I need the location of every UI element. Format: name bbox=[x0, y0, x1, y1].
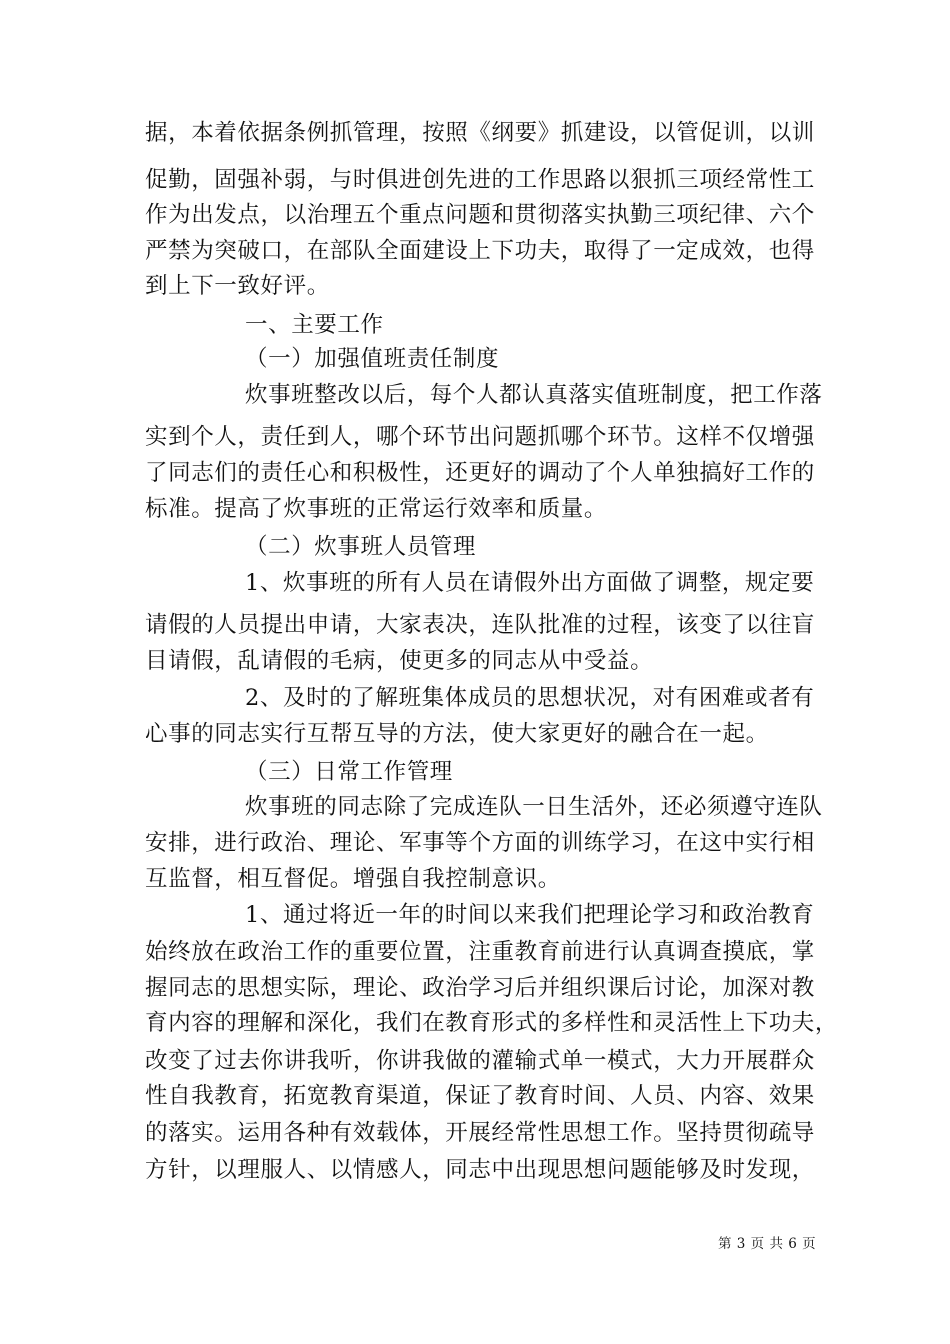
paragraph-line: 促勤，固强补弱，与时俱进创先进的工作思路以狠抓三项经常性工 bbox=[145, 167, 815, 193]
paragraph-line: 炊事班整改以后，每个人都认真落实值班制度，把工作落 bbox=[245, 382, 823, 408]
paragraph-line: 严禁为突破口，在部队全面建设上下功夫，取得了一定成效，也得 bbox=[145, 238, 815, 264]
paragraph-line: 方针，以理服人、以情感人，同志中出现思想问题能够及时发现， bbox=[145, 1157, 815, 1183]
paragraph-line: 标准。提高了炊事班的正常运行效率和质量。 bbox=[145, 496, 608, 522]
paragraph-line: 安排，进行政治、理论、军事等个方面的训练学习，在这中实行相 bbox=[145, 830, 815, 856]
subsection-heading: （一）加强值班责任制度 bbox=[245, 346, 500, 372]
paragraph-line: 请假的人员提出申请，大家表决，连队批准的过程，该变了以往盲 bbox=[145, 612, 815, 638]
paragraph-line: 心事的同志实行互帮互导的方法，使大家更好的融合在一起。 bbox=[145, 721, 769, 747]
paragraph-line: 的落实。运用各种有效载体，开展经常性思想工作。坚持贯彻疏导 bbox=[145, 1120, 815, 1146]
paragraph-line: 目请假，乱请假的毛病，使更多的同志从中受益。 bbox=[145, 648, 654, 674]
paragraph-line: 性自我教育，拓宽教育渠道，保证了教育时间、人员、内容、效果 bbox=[145, 1083, 815, 1109]
paragraph-line: 炊事班的同志除了完成连队一日生活外，还必须遵守连队 bbox=[245, 794, 823, 820]
paragraph-line: 2、及时的了解班集体成员的思想状况，对有困难或者有 bbox=[245, 685, 815, 711]
paragraph-line: 1、通过将近一年的时间以来我们把理论学习和政治教育 bbox=[245, 902, 815, 928]
paragraph-line: 到上下一致好评。 bbox=[145, 273, 330, 299]
paragraph-line: 作为出发点，以治理五个重点问题和贯彻落实执勤三项纪律、六个 bbox=[145, 202, 815, 228]
paragraph-line: 实到个人，责任到人，哪个环节出问题抓哪个环节。这样不仅增强 bbox=[145, 424, 815, 450]
page-number-footer: 第 3 页 共 6 页 bbox=[718, 1236, 817, 1252]
paragraph-line: 始终放在政治工作的重要位置，注重教育前进行认真调查摸底，掌 bbox=[145, 939, 815, 965]
section-heading: 一、主要工作 bbox=[245, 312, 384, 338]
paragraph-line: 改变了过去你讲我听，你讲我做的灌输式单一模式，大力开展群众 bbox=[145, 1048, 815, 1074]
paragraph-line: 互监督，相互督促。增强自我控制意识。 bbox=[145, 866, 561, 892]
subsection-heading: （三）日常工作管理 bbox=[245, 759, 453, 785]
paragraph-line: 了同志们的责任心和积极性，还更好的调动了个人单独搞好工作的 bbox=[145, 460, 815, 486]
paragraph-line: 育内容的理解和深化，我们在教育形式的多样性和灵活性上下功夫， bbox=[145, 1010, 839, 1036]
paragraph-line: 1、炊事班的所有人员在请假外出方面做了调整，规定要 bbox=[245, 570, 815, 596]
paragraph-line: 据，本着依据条例抓管理，按照《纲要》抓建设，以管促训，以训 bbox=[145, 120, 815, 146]
subsection-heading: （二）炊事班人员管理 bbox=[245, 534, 477, 560]
paragraph-line: 握同志的思想实际，理论、政治学习后并组织课后讨论，加深对教 bbox=[145, 975, 815, 1001]
